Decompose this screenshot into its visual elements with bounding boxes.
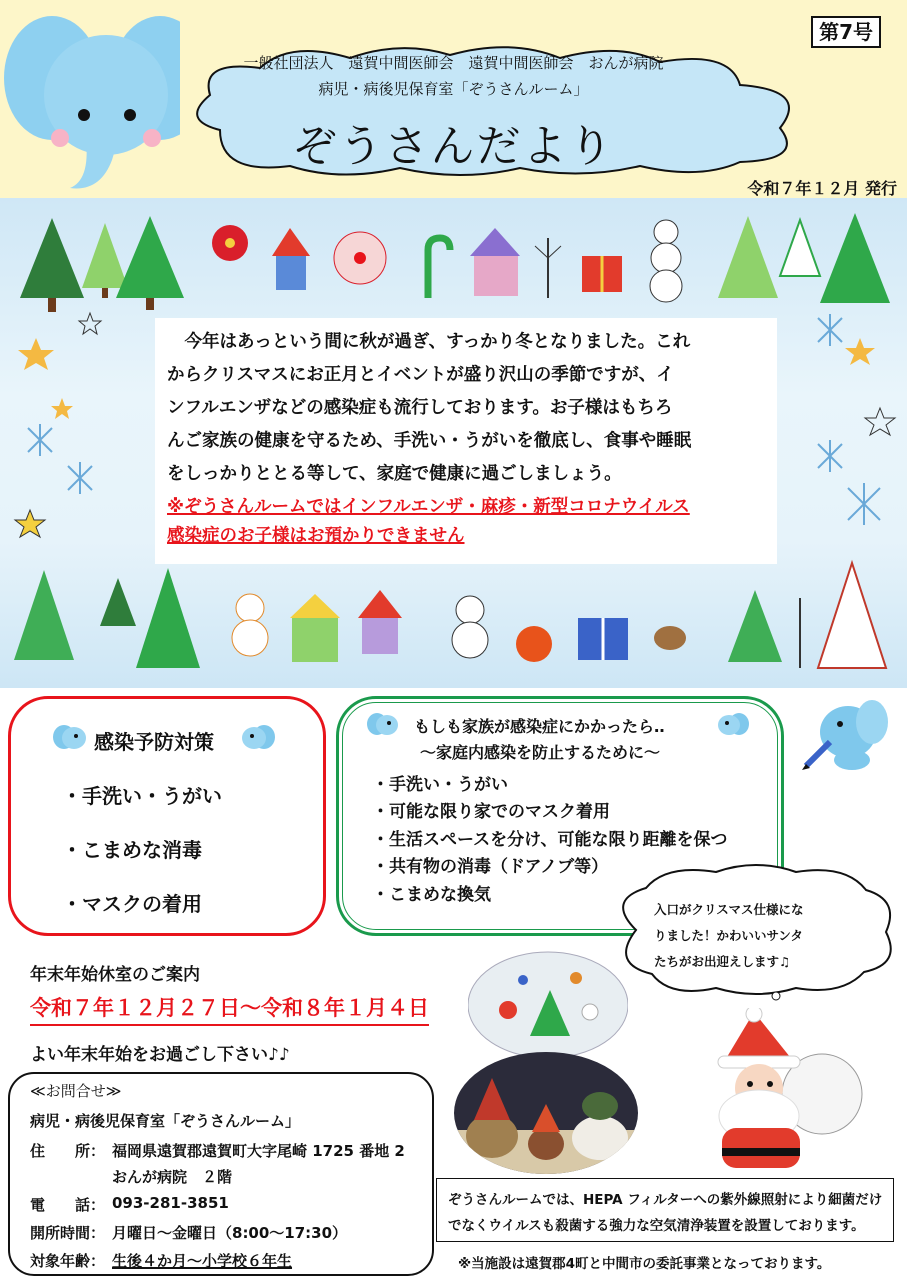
snowflake-icon xyxy=(848,483,880,525)
notice-line: ※ぞうさんルームではインフルエンザ・麻疹・新型コロナウイルス xyxy=(167,497,690,517)
org-line: 一般社団法人 遠賀中間医師会 遠賀中間医師会 おんが病院 xyxy=(243,54,664,72)
gift-box-icon xyxy=(578,618,628,660)
family-item: ・こまめな換気 xyxy=(372,885,491,905)
message-line: ンフルエンザなどの感染症も流行しております。お子様はもちろ xyxy=(167,398,673,418)
star-icon xyxy=(865,408,895,435)
contact-hours-value: 月曜日～金曜日（8:00～17:30） xyxy=(112,1224,348,1242)
bubble-line: たちがお出迎えします♫ xyxy=(654,954,791,969)
message-line: からクリスマスにお正月とイベントが盛り沢山の季節ですが、イ xyxy=(167,365,674,385)
snowman-icon xyxy=(452,596,488,658)
christmas-tree-icon xyxy=(728,590,782,662)
family-item: ・可能な限り家でのマスク着用 xyxy=(372,802,610,822)
christmas-tree-icon xyxy=(100,578,136,626)
family-item: ・共有物の消毒（ドアノブ等） xyxy=(372,857,609,877)
contact-room: 病児・病後児保育室「ぞうさんルーム」 xyxy=(30,1112,301,1130)
footnote: ※当施設は遠賀郡4町と中間市の委託事業となっております。 xyxy=(458,1256,831,1272)
christmas-tree-icon xyxy=(818,563,886,668)
holiday-dates: 令和７年１２月２７日～令和８年１月４日 xyxy=(30,992,429,1026)
contact-tel-value[interactable]: 093-281-3851 xyxy=(112,1194,229,1212)
prevention-item: ・マスクの着用 xyxy=(62,892,202,916)
elephant-icon xyxy=(366,712,400,738)
elephant-pencil-illustration xyxy=(800,692,900,774)
snowflake-icon xyxy=(818,314,842,346)
message-line: 今年はあっという間に秋が過ぎ、すっかり冬となりました。これ xyxy=(167,332,691,352)
contact-age-value: 生後４か月～小学校６年生 xyxy=(112,1252,293,1270)
elephant-icon xyxy=(52,724,88,752)
house-icon xyxy=(470,228,520,296)
family-subtitle: ～家庭内感染を防止するために～ xyxy=(420,743,661,762)
snowflake-icon xyxy=(28,424,52,456)
newsletter-title: ぞうさんだより xyxy=(292,121,615,172)
christmas-tree-icon xyxy=(136,568,200,668)
candy-cane-icon xyxy=(428,238,450,298)
issue-number: 第7号 xyxy=(811,16,881,48)
gift-box-icon xyxy=(582,256,622,292)
hepa-line: ぞうさんルームでは、HEPA フィルターへの紫外線照射により細菌だけ xyxy=(448,1192,883,1208)
contact-tel-label: 電 話： xyxy=(30,1196,106,1214)
holiday-greeting: よい年末年始をお過ごし下さい♪♪ xyxy=(30,1045,290,1065)
bare-tree-icon xyxy=(535,238,561,298)
bubble-line: 入口がクリスマス仕様にな xyxy=(654,902,804,917)
christmas-tree-icon xyxy=(718,216,778,298)
ornament-icon xyxy=(516,626,552,662)
house-icon xyxy=(290,594,340,662)
family-item: ・生活スペースを分け、可能な限り距離を保つ xyxy=(372,830,728,850)
elephant-icon xyxy=(240,724,276,752)
contact-addr-value: 福岡県遠賀郡遠賀町大字尾崎 1725 番地 2 xyxy=(112,1142,405,1160)
notice-line: 感染症のお子様はお預かりできません xyxy=(167,526,465,546)
family-title: もしも家族が感染症にかかったら‥ xyxy=(414,717,665,736)
star-icon xyxy=(845,338,875,365)
star-icon xyxy=(79,313,101,334)
contact-addr-label: 住 所： xyxy=(30,1142,106,1160)
star-icon xyxy=(51,398,73,419)
snowman-icon xyxy=(232,594,268,656)
contact-heading: ≪お問合せ≫ xyxy=(30,1082,122,1100)
contact-addr-value-2: おんが病院 ２階 xyxy=(112,1168,233,1186)
poinsettia-icon xyxy=(334,232,386,284)
publish-date: 令和７年１２月 発行 xyxy=(747,179,897,198)
entrance-photo-1 xyxy=(468,950,628,1060)
family-item: ・手洗い・うがい xyxy=(372,775,508,795)
contact-hours-label: 開所時間： xyxy=(30,1224,106,1242)
prevention-item: ・手洗い・うがい xyxy=(62,784,222,808)
christmas-tree-icon xyxy=(820,213,890,303)
message-line: んご家族の健康を守るため、手洗い・うがいを徹底し、食事や睡眠 xyxy=(167,431,692,451)
message-line: をしっかりととる等して、家庭で健康に過ごしましょう。 xyxy=(167,464,622,484)
prevention-item: ・こまめな消毒 xyxy=(62,838,202,862)
snowflake-icon xyxy=(68,462,92,494)
elephant-icon xyxy=(716,712,750,738)
santa-illustration xyxy=(684,1008,864,1174)
christmas-tree-icon xyxy=(14,570,74,660)
christmas-tree-icon xyxy=(116,216,184,310)
poinsettia-icon xyxy=(212,225,248,261)
house-icon xyxy=(358,590,402,654)
holiday-title: 年末年始休室のご案内 xyxy=(30,965,200,985)
pinecone-icon xyxy=(654,626,686,650)
christmas-tree-icon xyxy=(20,218,84,312)
snowman-icon xyxy=(650,220,682,302)
room-line: 病児・病後児保育室「ぞうさんルーム」 xyxy=(318,80,589,98)
star-icon xyxy=(18,338,54,370)
christmas-tree-icon xyxy=(780,220,820,276)
snowflake-icon xyxy=(818,440,842,472)
prevention-title: 感染予防対策 xyxy=(94,730,214,754)
hepa-line: でなくウイルスも殺菌する強力な空気清浄装置を設置しております。 xyxy=(448,1218,865,1234)
contact-age-label: 対象年齢： xyxy=(30,1252,106,1270)
house-icon xyxy=(272,228,310,290)
bubble-line: りました！かわいいサンタ xyxy=(654,928,803,943)
star-icon xyxy=(15,510,45,537)
entrance-photo-2 xyxy=(452,1050,640,1176)
